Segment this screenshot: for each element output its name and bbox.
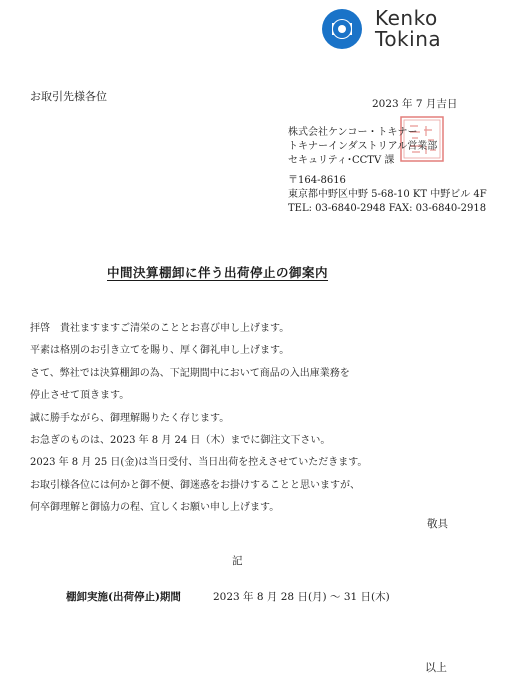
- kenko-tokina-logo-icon: [318, 8, 366, 50]
- document-title: 中間決算棚卸に伴う出荷停止の御案内: [107, 265, 329, 280]
- body-line: 拝啓 貴社ますますご清栄のこととお喜び申し上げます。: [30, 323, 290, 334]
- document-date: 2023 年 7 月吉日: [372, 98, 458, 110]
- ijo-closing: 以上: [425, 661, 447, 674]
- sender-section: セキュリティ･CCTV 課: [288, 155, 395, 166]
- sender-department: トキナーインダストリアル営業部: [288, 141, 438, 152]
- body-line: 何卒御理解と御協力の程、宜しくお願い申し上げます。: [30, 502, 280, 514]
- sender-block: [288, 126, 487, 216]
- logo-wordmark: [375, 8, 441, 50]
- body-line: お取引様各位には何かと御不便、御迷惑をお掛けすることと思いますが、: [30, 479, 360, 491]
- sender-company: 株式会社ケンコー・トキナー: [288, 127, 418, 138]
- logo-line-1: Kenko: [375, 6, 438, 30]
- body-line: お急ぎのものは、2023 年 8 月 24 日（木）までに御注文下さい。: [30, 435, 331, 447]
- sender-postal: 〒164-8616: [288, 175, 346, 186]
- ki-heading: 記: [232, 555, 243, 567]
- body-text: [30, 318, 367, 520]
- sender-contact: TEL: 03-6840-2948 FAX: 03-6840-2918: [288, 203, 487, 214]
- body-line: 停止させて頂きます。: [30, 390, 130, 402]
- logo-line-2: Tokina: [375, 27, 442, 51]
- company-logo: [318, 8, 498, 52]
- body-line: 2023 年 8 月 25 日(金)は当日受付、当日出荷を控えさせていただきます。: [30, 457, 368, 469]
- period-label: 棚卸実施(出荷停止)期間: [66, 591, 181, 603]
- period-value: 2023 年 8 月 28 日(月) ～ 31 日(木): [213, 591, 390, 603]
- addressee: お取引先様各位: [30, 90, 107, 103]
- body-line: 平素は格別のお引き立てを賜り、厚く御礼申し上げます。: [30, 345, 290, 357]
- sender-address: 東京都中野区中野 5-68-10 KT 中野ビル 4F: [288, 189, 487, 200]
- body-line: さて、弊社では決算棚卸の為、下記期間中において商品の入出庫業務を: [30, 367, 350, 379]
- body-line: 誠に勝手ながら、御理解賜りたく存じます。: [30, 412, 230, 424]
- closing-word: 敬具: [427, 518, 448, 530]
